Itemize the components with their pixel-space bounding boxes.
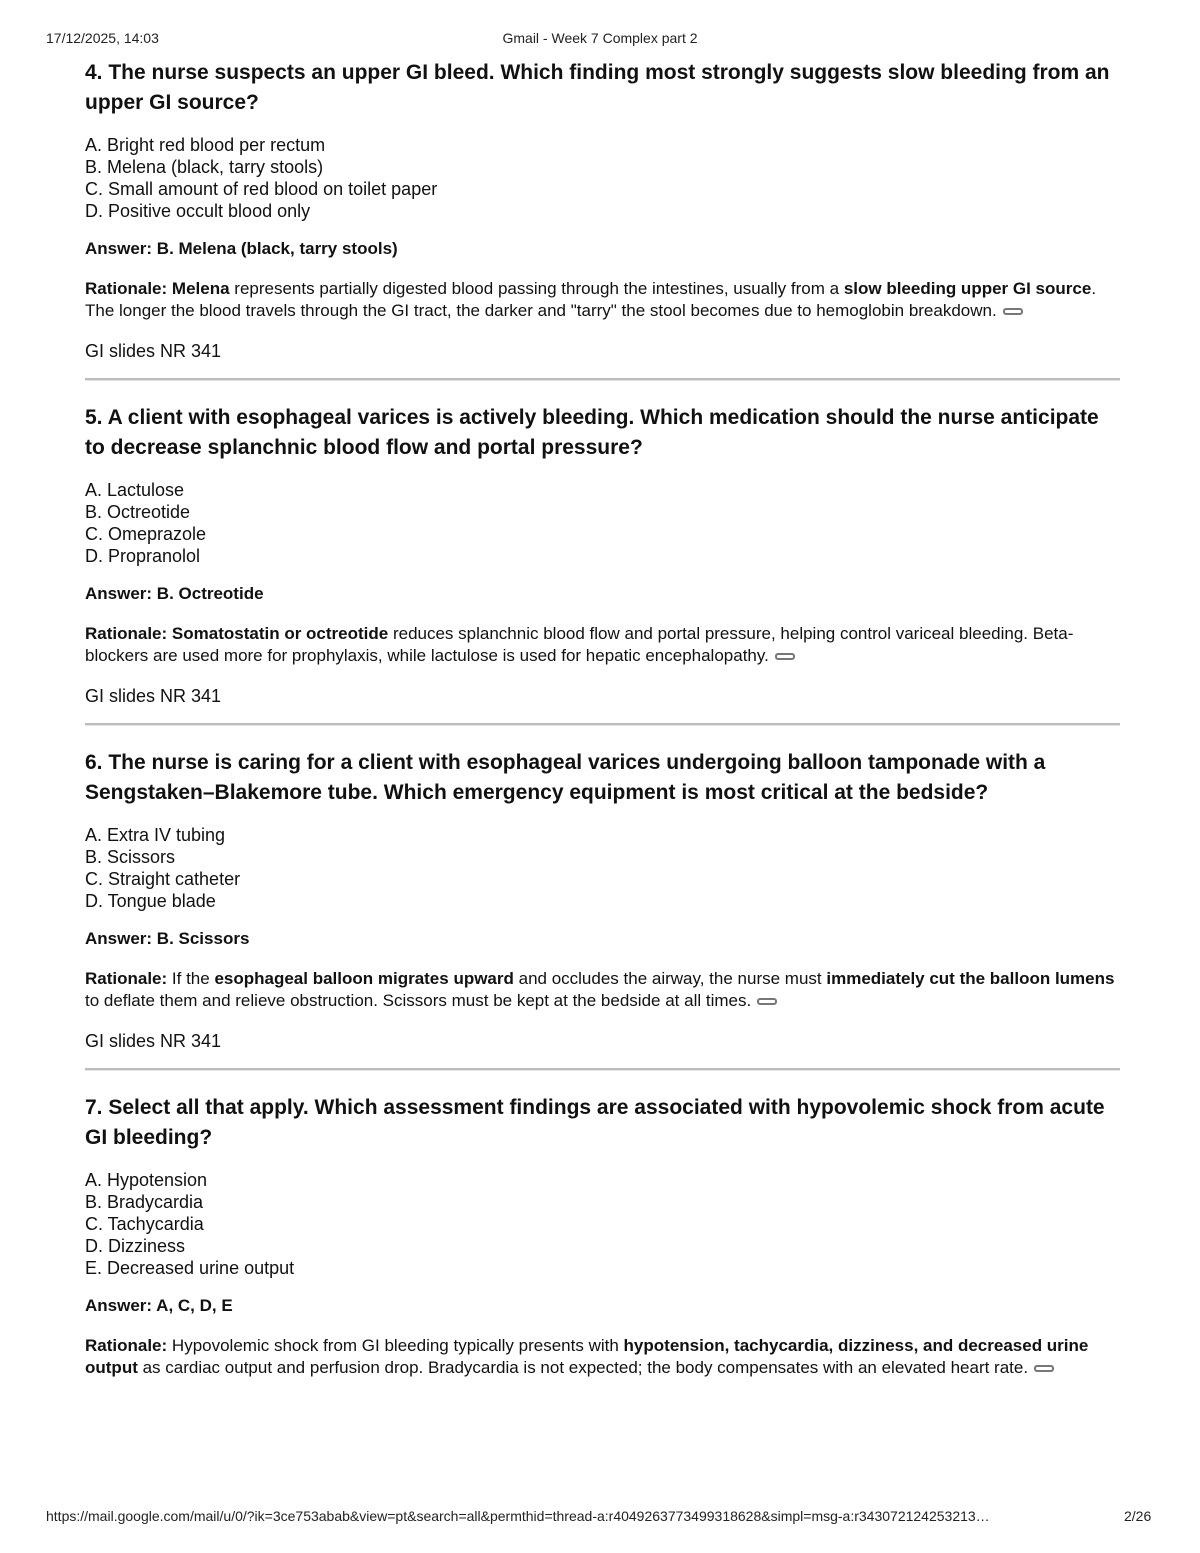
link-icon[interactable] bbox=[1034, 1365, 1054, 1372]
link-icon[interactable] bbox=[1003, 308, 1023, 315]
option: B. Octreotide bbox=[85, 502, 191, 522]
question-text: 5. A client with esophageal varices is actively bleeding. Which medication should the nurse anticipate to decrease splanchnic blood flow and portal pressure? bbox=[85, 406, 1099, 459]
question-block-7 bbox=[85, 1093, 1120, 1379]
option: A. Bright red blood per rectum bbox=[85, 135, 326, 155]
option: C. Small amount of red blood on toilet paper bbox=[85, 179, 438, 199]
answer: Answer: B. Scissors bbox=[85, 929, 250, 948]
option: B. Melena (black, tarry stools) bbox=[85, 157, 324, 177]
option: D. Propranolol bbox=[85, 546, 201, 566]
question-block-6 bbox=[85, 748, 1120, 1071]
link-icon[interactable] bbox=[775, 653, 795, 660]
option: A. Hypotension bbox=[85, 1170, 208, 1190]
option: C. Omeprazole bbox=[85, 524, 207, 544]
email-body bbox=[85, 58, 1120, 1379]
divider bbox=[85, 1068, 1120, 1071]
option: B. Bradycardia bbox=[85, 1192, 204, 1212]
print-date: 17/12/2025, 14:03 bbox=[46, 30, 159, 46]
option-list bbox=[85, 134, 1120, 222]
option-list bbox=[85, 479, 1120, 567]
rationale: Rationale: Hypovolemic shock from GI bleeding typically presents with hypotension, tachycardia, dizziness, and decreased urine output as cardiac output and perfusion drop. Bradycardia is not expected; the body compensates with an elevated heart rate. bbox=[85, 1336, 1089, 1377]
divider bbox=[85, 723, 1120, 726]
option: C. Straight catheter bbox=[85, 869, 241, 889]
option: A. Extra IV tubing bbox=[85, 825, 226, 845]
rationale: Rationale: Somatostatin or octreotide reduces splanchnic blood flow and portal pressure, helping control variceal bleeding. Beta-blockers are used more for prophylaxis, while lactulose is used for hepatic encephalopathy. bbox=[85, 624, 1074, 665]
rationale: Rationale: If the esophageal balloon migrates upward and occludes the airway, the nurse must immediately cut the balloon lumens to deflate them and relieve obstruction. Scissors must be kept at the bedside at all times. bbox=[85, 969, 1115, 1010]
rationale: Rationale: Melena represents partially digested blood passing through the intestines, usually from a slow bleeding upper GI source. The longer the blood travels through the GI tract, the darker and "tarry" the stool becomes due to hemoglobin breakdown. bbox=[85, 279, 1097, 320]
option: D. Tongue blade bbox=[85, 891, 216, 911]
link-icon[interactable] bbox=[757, 998, 777, 1005]
question-text: 6. The nurse is caring for a client with esophageal varices undergoing balloon tamponade with a Sengstaken–Blakemore tube. Which emergency equipment is most critical at the bedside? bbox=[85, 751, 1046, 804]
divider bbox=[85, 378, 1120, 381]
option-list bbox=[85, 824, 1120, 912]
source-citation: GI slides NR 341 bbox=[85, 686, 222, 706]
source-citation: GI slides NR 341 bbox=[85, 341, 222, 361]
answer: Answer: B. Octreotide bbox=[85, 584, 264, 603]
option: C. Tachycardia bbox=[85, 1214, 204, 1234]
option: A. Lactulose bbox=[85, 480, 185, 500]
answer: Answer: A, C, D, E bbox=[85, 1296, 233, 1315]
option: B. Scissors bbox=[85, 847, 176, 867]
question-text: 4. The nurse suspects an upper GI bleed. Which finding most strongly suggests slow bleeding from an upper GI source? bbox=[85, 61, 1110, 114]
option: D. Dizziness bbox=[85, 1236, 186, 1256]
source-citation: GI slides NR 341 bbox=[85, 1031, 222, 1051]
print-url: https://mail.google.com/mail/u/0/?ik=3ce753abab&view=pt&search=all&permthid=thread-a:r4049263773499318628&simpl=msg-a:r343072124253213… bbox=[46, 1508, 990, 1524]
option-list bbox=[85, 1169, 1120, 1279]
print-title: Gmail - Week 7 Complex part 2 bbox=[502, 30, 698, 46]
question-text: 7. Select all that apply. Which assessment findings are associated with hypovolemic shock from acute GI bleeding? bbox=[85, 1096, 1105, 1149]
question-block-4 bbox=[85, 58, 1120, 381]
page-number: 2/26 bbox=[1124, 1508, 1152, 1524]
question-block-5 bbox=[85, 403, 1120, 726]
answer: Answer: B. Melena (black, tarry stools) bbox=[85, 239, 398, 258]
option: D. Positive occult blood only bbox=[85, 201, 311, 221]
option: E. Decreased urine output bbox=[85, 1258, 295, 1278]
